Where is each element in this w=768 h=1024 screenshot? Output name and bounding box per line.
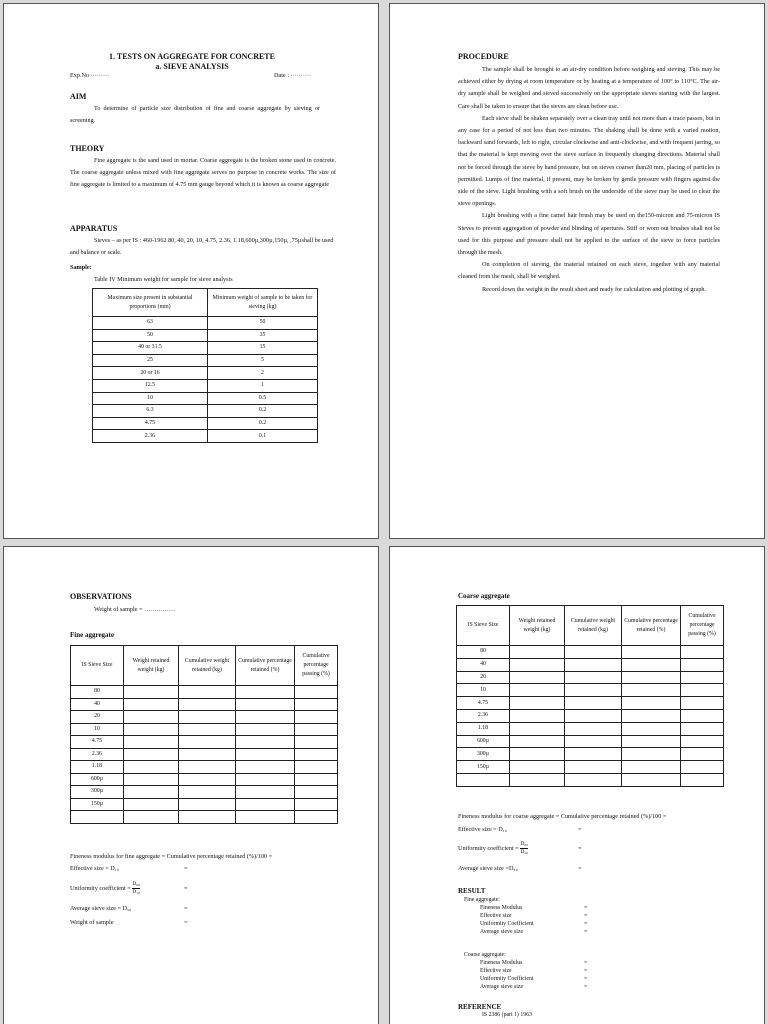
table-row [71, 798, 338, 811]
entry-cell[interactable] [236, 748, 295, 761]
table-row [93, 329, 318, 342]
table-row [71, 736, 338, 749]
reference-heading: REFERENCE [458, 1003, 502, 1011]
table-header: Weight retained weight (kg) [510, 606, 565, 646]
entry-cell[interactable] [124, 711, 179, 724]
entry-cell[interactable] [295, 736, 338, 749]
table-row [93, 367, 318, 380]
entry-cell[interactable] [510, 671, 565, 684]
sieve-size-cell [457, 773, 510, 786]
entry-cell[interactable] [124, 736, 179, 749]
table-row [93, 342, 318, 355]
result-group-label: Coarse aggregate: [464, 952, 506, 958]
procedure-heading: PROCEDURE [458, 52, 509, 61]
entry-cell[interactable] [295, 723, 338, 736]
entry-cell[interactable] [124, 798, 179, 811]
entry-cell[interactable] [510, 646, 565, 659]
entry-cell[interactable] [124, 723, 179, 736]
table-header: IS Sieve Size [457, 606, 510, 646]
equals-sign: = [584, 921, 588, 927]
table-cell: 25 [93, 354, 208, 367]
table-row [457, 697, 724, 710]
exp-no: Exp.No ········· [70, 72, 110, 79]
entry-cell[interactable] [179, 711, 236, 724]
entry-cell[interactable] [565, 709, 622, 722]
coarse-aggregate-heading: Coarse aggregate [458, 592, 510, 600]
sieve-size-cell: 150µ [457, 761, 510, 774]
fraction-numerator: D₆₀ [520, 841, 529, 847]
entry-cell[interactable] [565, 722, 622, 735]
page-subtitle: a. SIEVE ANALYSIS [155, 62, 229, 71]
equals-sign: = [584, 960, 588, 966]
sieve-size-cell: 2.36 [71, 748, 124, 761]
result-row [480, 920, 588, 928]
entry-cell[interactable] [124, 761, 179, 774]
result-list [464, 904, 588, 936]
table-cell: 0.1 [208, 430, 318, 443]
entry-cell[interactable] [681, 735, 724, 748]
table-header: Cumulative percentage retained (%) [622, 606, 681, 646]
result-row [480, 959, 588, 967]
table-row [71, 811, 338, 824]
table-row [457, 671, 724, 684]
sieve-size-cell: 40 [457, 658, 510, 671]
entry-cell[interactable] [565, 684, 622, 697]
equals-sign: = [184, 919, 188, 926]
entry-cell[interactable] [622, 709, 681, 722]
page-3 [3, 546, 379, 1024]
apparatus-heading: APPARATUS [70, 224, 118, 233]
theory-heading: THEORY [70, 144, 105, 153]
entry-cell[interactable] [510, 697, 565, 710]
table-row [93, 430, 318, 443]
sieve-size-cell: 600µ [71, 773, 124, 786]
sieve-size-cell: 80 [71, 686, 124, 699]
result-fine [464, 896, 588, 936]
entry-cell[interactable] [179, 761, 236, 774]
table-cell: 2.36 [93, 430, 208, 443]
equals-sign: = [184, 885, 188, 892]
coarse-aggregate-table [456, 605, 724, 787]
entry-cell[interactable] [295, 786, 338, 799]
table-cell: 0.2 [208, 417, 318, 430]
entry-cell[interactable] [681, 684, 724, 697]
fine-aggregate-table [70, 645, 338, 824]
table-cell: 12.5 [93, 379, 208, 392]
uniformity-fine [70, 881, 140, 896]
table-cell: 50 [208, 317, 318, 330]
table-header: Cumulative weight retained (kg) [179, 646, 236, 686]
entry-cell[interactable] [622, 671, 681, 684]
table-cell: 63 [93, 317, 208, 330]
table-cell: 20 or 16 [93, 367, 208, 380]
weight-sample-label: Weight of sample [70, 919, 114, 926]
entry-cell[interactable] [295, 698, 338, 711]
uniformity-fraction [520, 841, 528, 856]
result-list [464, 959, 588, 991]
min-weight-table [92, 288, 318, 443]
entry-cell[interactable] [622, 773, 681, 786]
entry-cell[interactable] [295, 748, 338, 761]
table-row [457, 722, 724, 735]
fraction-denominator: D₁₀ [520, 849, 529, 855]
result-label: Uniformity Coefficient [480, 921, 534, 927]
table-row [457, 761, 724, 774]
entry-cell[interactable] [179, 786, 236, 799]
table-cell: 4.75 [93, 417, 208, 430]
entry-cell[interactable] [124, 811, 179, 824]
entry-cell[interactable] [179, 798, 236, 811]
entry-cell[interactable] [124, 686, 179, 699]
sieve-size-cell: 600µ [457, 735, 510, 748]
entry-cell[interactable] [622, 748, 681, 761]
table-row [457, 646, 724, 659]
entry-cell[interactable] [622, 684, 681, 697]
entry-cell[interactable] [236, 686, 295, 699]
table-cell: 10 [93, 392, 208, 405]
table-header: Cumulative weight retained (kg) [565, 606, 622, 646]
aim-text: To determine of particle size distribution of fine and coarse aggregate by sieving or screening. [70, 105, 320, 125]
table-row [71, 686, 338, 699]
entry-cell[interactable] [622, 761, 681, 774]
page-1 [3, 3, 379, 539]
table-cell: 50 [93, 329, 208, 342]
table-header: Weight retained weight (kg) [124, 646, 179, 686]
result-label: Fineness Modulus [480, 960, 523, 966]
entry-cell[interactable] [565, 748, 622, 761]
table-header: Cumulative percentage retained (%) [236, 646, 295, 686]
table-row [457, 735, 724, 748]
entry-cell[interactable] [295, 711, 338, 724]
average-sieve-coarse: Average sieve size =D₅₀ [458, 865, 518, 872]
entry-cell[interactable] [510, 722, 565, 735]
table-row [93, 417, 318, 430]
sieve-size-cell: 150µ [71, 798, 124, 811]
sieve-size-cell: 300µ [457, 748, 510, 761]
sieve-size-cell: 20 [71, 711, 124, 724]
table-row [457, 658, 724, 671]
entry-cell[interactable] [510, 709, 565, 722]
table-row [71, 698, 338, 711]
procedure-paragraph: The sample shall be brought to an air-dry condition before weighing and sieving. This may be achieved either by drying at room temperature or by heating at a temperature of 100° to 110°C. The air-dry sample shall be weighed and sieved successively on the appropriate sieves starting with the largest. Care shall be taken to ensure that the sieves are clean before use. [458, 66, 720, 110]
page-4 [389, 546, 765, 1024]
date-field: Date : ·········· [274, 72, 312, 79]
table-cell: 40 or 31.5 [93, 342, 208, 355]
effective-size-coarse: Effective size = D₁₀ [458, 826, 508, 833]
page-title: 1. TESTS ON AGGREGATE FOR CONCRETE [109, 52, 275, 61]
result-row [480, 928, 588, 936]
table-header: Minimum weight of sample to be taken for sieving (kg) [208, 289, 318, 317]
equals-sign: = [578, 826, 582, 833]
entry-cell[interactable] [681, 761, 724, 774]
result-row [480, 967, 588, 975]
entry-cell[interactable] [510, 684, 565, 697]
procedure-paragraph: Record down the weight in the result sheet and ready for calculation and plotting of graph. [482, 285, 707, 293]
sieve-size-cell: 1.18 [71, 761, 124, 774]
entry-cell[interactable] [622, 658, 681, 671]
result-row [480, 983, 588, 991]
aim-heading: AIM [70, 92, 87, 101]
table-row [71, 773, 338, 786]
entry-cell[interactable] [124, 748, 179, 761]
uniformity-coarse [458, 841, 528, 856]
entry-cell[interactable] [236, 736, 295, 749]
entry-cell[interactable] [622, 697, 681, 710]
equals-sign: = [584, 913, 588, 919]
result-label: Average sieve size [480, 929, 524, 935]
table-row [93, 405, 318, 418]
entry-cell[interactable] [295, 798, 338, 811]
entry-cell[interactable] [236, 698, 295, 711]
table-header: Maximum size present in substantial proportions (mm) [93, 289, 208, 317]
procedure-paragraph: Each sieve shall be shaken separately over a clean tray until not more than a trace passes, but in any case for a period of not less than two minutes. The shaking shall be done with a varied motion, backward sand forwards, left to right, circular clockwise and anti-clockwise, and with frequent jarring, so that the material is kept moving over the sieve surface in frequently changing directions. Material shall not be forced through the sieve by hand pressure, but on sieves coarser than20 mm, placing of particles is permitted. Lumps of fine material, if present, may be broken by gentle pressure with fingers against the side of the sieve. Light brushing with a soft brush on the underside of the sieve may be used to clear the sieve openings. [458, 114, 720, 208]
entry-cell[interactable] [124, 773, 179, 786]
table-row [71, 786, 338, 799]
entry-cell[interactable] [681, 697, 724, 710]
result-row [480, 912, 588, 920]
entry-cell[interactable] [236, 798, 295, 811]
table-row [93, 317, 318, 330]
result-row [480, 904, 588, 912]
entry-cell[interactable] [295, 761, 338, 774]
table-row [71, 711, 338, 724]
table-cell: 6.3 [93, 405, 208, 418]
table-header: Cumulative percentage passing (%) [681, 606, 724, 646]
table-row [71, 748, 338, 761]
table-row [93, 354, 318, 367]
reference-text: IS 2386 (part 1) 1963 [482, 1012, 532, 1018]
entry-cell[interactable] [179, 748, 236, 761]
sieve-size-cell: 2.36 [457, 709, 510, 722]
equals-sign: = [184, 865, 188, 872]
fine-aggregate-heading: Fine aggregate [70, 631, 114, 639]
sieve-size-cell: 4.75 [457, 697, 510, 710]
equals-sign: = [584, 968, 588, 974]
table-header: Cumulative percentage passing (%) [295, 646, 338, 686]
result-label: Effective size [480, 968, 512, 974]
entry-cell[interactable] [681, 773, 724, 786]
uniformity-label: Uniformity coefficient = [70, 884, 131, 892]
table-row [93, 392, 318, 405]
entry-cell[interactable] [179, 723, 236, 736]
table-cell: 0.2 [208, 405, 318, 418]
entry-cell[interactable] [510, 761, 565, 774]
entry-cell[interactable] [179, 811, 236, 824]
sieve-size-cell: 20 [457, 671, 510, 684]
entry-cell[interactable] [565, 658, 622, 671]
result-heading: RESULT [458, 887, 486, 895]
sieve-size-cell: 10 [457, 684, 510, 697]
entry-cell[interactable] [510, 658, 565, 671]
average-sieve-fine: Average sieve size = D₅₀ [70, 905, 132, 912]
sieve-size-cell: 300µ [71, 786, 124, 799]
equals-sign: = [584, 976, 588, 982]
procedure-text [458, 64, 720, 296]
sieve-size-cell [71, 811, 124, 824]
equals-sign: = [584, 984, 588, 990]
entry-cell[interactable] [681, 709, 724, 722]
entry-cell[interactable] [179, 736, 236, 749]
result-group-label: Fine aggregate: [464, 897, 500, 903]
entry-cell[interactable] [236, 761, 295, 774]
procedure-paragraph: Light brushing with a fine camel hair brush may be used on the150-micron and 75-micron IS Sieves to prevent aggregation of powder and blinding of apertures. Stiff or worn out brushes shall not be used for this purpose and pressure shall not be applied to the surface of the sieve to force particles through the mesh. [458, 212, 720, 257]
table-row [71, 723, 338, 736]
sieve-size-cell: 4.75 [71, 736, 124, 749]
entry-cell[interactable] [179, 698, 236, 711]
fineness-modulus-coarse: Fineness modulus for coarse aggregate = Cumulative percentage retained (%)/100 = [458, 813, 667, 820]
entry-cell[interactable] [681, 671, 724, 684]
entry-cell[interactable] [681, 646, 724, 659]
page-2 [389, 3, 765, 539]
entry-cell[interactable] [510, 773, 565, 786]
weight-of-sample: Weight of sample = …………… [94, 606, 176, 613]
result-row [480, 975, 588, 983]
entry-cell[interactable] [510, 748, 565, 761]
entry-cell[interactable] [236, 786, 295, 799]
table-row [457, 748, 724, 761]
fraction-denominator: D₁₀ [132, 889, 141, 895]
entry-cell[interactable] [565, 697, 622, 710]
entry-cell[interactable] [124, 786, 179, 799]
entry-cell[interactable] [236, 711, 295, 724]
result-coarse [464, 951, 588, 991]
entry-cell[interactable] [681, 722, 724, 735]
table-cell: 5 [208, 354, 318, 367]
entry-cell[interactable] [565, 773, 622, 786]
entry-cell[interactable] [565, 735, 622, 748]
observations-heading: OBSERVATIONS [70, 592, 132, 601]
result-label: Uniformity Coefficient [480, 976, 534, 982]
procedure-paragraph: On completion of sieving, the material retained on each sieve, together with any material cleaned from the mesh, shall be weighed. [458, 261, 720, 281]
fineness-modulus-fine: Fineness modulus for fine aggregate = Cumulative percentage retained (%)/100 = [70, 853, 273, 860]
table-cell: 15 [208, 342, 318, 355]
entry-cell[interactable] [565, 646, 622, 659]
sieve-size-cell: 1.18 [457, 722, 510, 735]
table-cell: 2 [208, 367, 318, 380]
entry-cell[interactable] [179, 773, 236, 786]
table-cell: 0.5 [208, 392, 318, 405]
uniformity-fraction [132, 881, 140, 896]
table-caption: Table IV Minimum weight for sample for sieve analysis [94, 276, 233, 283]
table-cell: 35 [208, 329, 318, 342]
table-row [457, 709, 724, 722]
entry-cell[interactable] [295, 773, 338, 786]
equals-sign: = [584, 905, 588, 911]
sieve-size-cell: 10 [71, 723, 124, 736]
entry-cell[interactable] [236, 811, 295, 824]
fraction-numerator: D₆₀ [132, 881, 141, 887]
entry-cell[interactable] [565, 761, 622, 774]
entry-cell[interactable] [510, 735, 565, 748]
sample-heading: Sample: [70, 264, 92, 271]
equals-sign: = [578, 845, 582, 852]
sieve-size-cell: 80 [457, 646, 510, 659]
entry-cell[interactable] [295, 811, 338, 824]
entry-cell[interactable] [681, 748, 724, 761]
entry-cell[interactable] [681, 658, 724, 671]
result-label: Fineness Modulus [480, 905, 523, 911]
table-row [457, 773, 724, 786]
entry-cell[interactable] [236, 773, 295, 786]
entry-cell[interactable] [236, 723, 295, 736]
table-cell: 1 [208, 379, 318, 392]
sieve-size-cell: 40 [71, 698, 124, 711]
result-label: Effective size [480, 913, 512, 919]
table-row [457, 684, 724, 697]
result-label: Average sieve size [480, 984, 524, 990]
uniformity-label: Uniformity coefficient = [458, 844, 519, 852]
table-header: IS Sieve Size [71, 646, 124, 686]
equals-sign: = [184, 905, 188, 912]
entry-cell[interactable] [124, 698, 179, 711]
entry-cell[interactable] [295, 686, 338, 699]
table-row [93, 379, 318, 392]
equals-sign: = [584, 929, 588, 935]
theory-text: Fine aggregate is the sand used in mortar. Coarse aggregate is the broken stone used in concrete. The coarse aggregate unless mixed with fine aggregate serves no purpose in concrete works. The size of fine aggregate is limited to a maximum of 4.75 mm gauge beyond which it is known as coarse aggregate [70, 157, 336, 189]
table-row [71, 761, 338, 774]
entry-cell[interactable] [565, 671, 622, 684]
entry-cell[interactable] [622, 735, 681, 748]
effective-size-fine: Effective size = D₁₀ [70, 865, 120, 872]
apparatus-text: Sieves – as per IS : 460-1962 80, 40, 20, 10, 4.75, 2.36, 1.18,600µ,300µ,150µ, ,75µshall be used and balance or scale. [70, 237, 334, 257]
equals-sign: = [578, 865, 582, 872]
entry-cell[interactable] [179, 686, 236, 699]
entry-cell[interactable] [622, 722, 681, 735]
entry-cell[interactable] [622, 646, 681, 659]
